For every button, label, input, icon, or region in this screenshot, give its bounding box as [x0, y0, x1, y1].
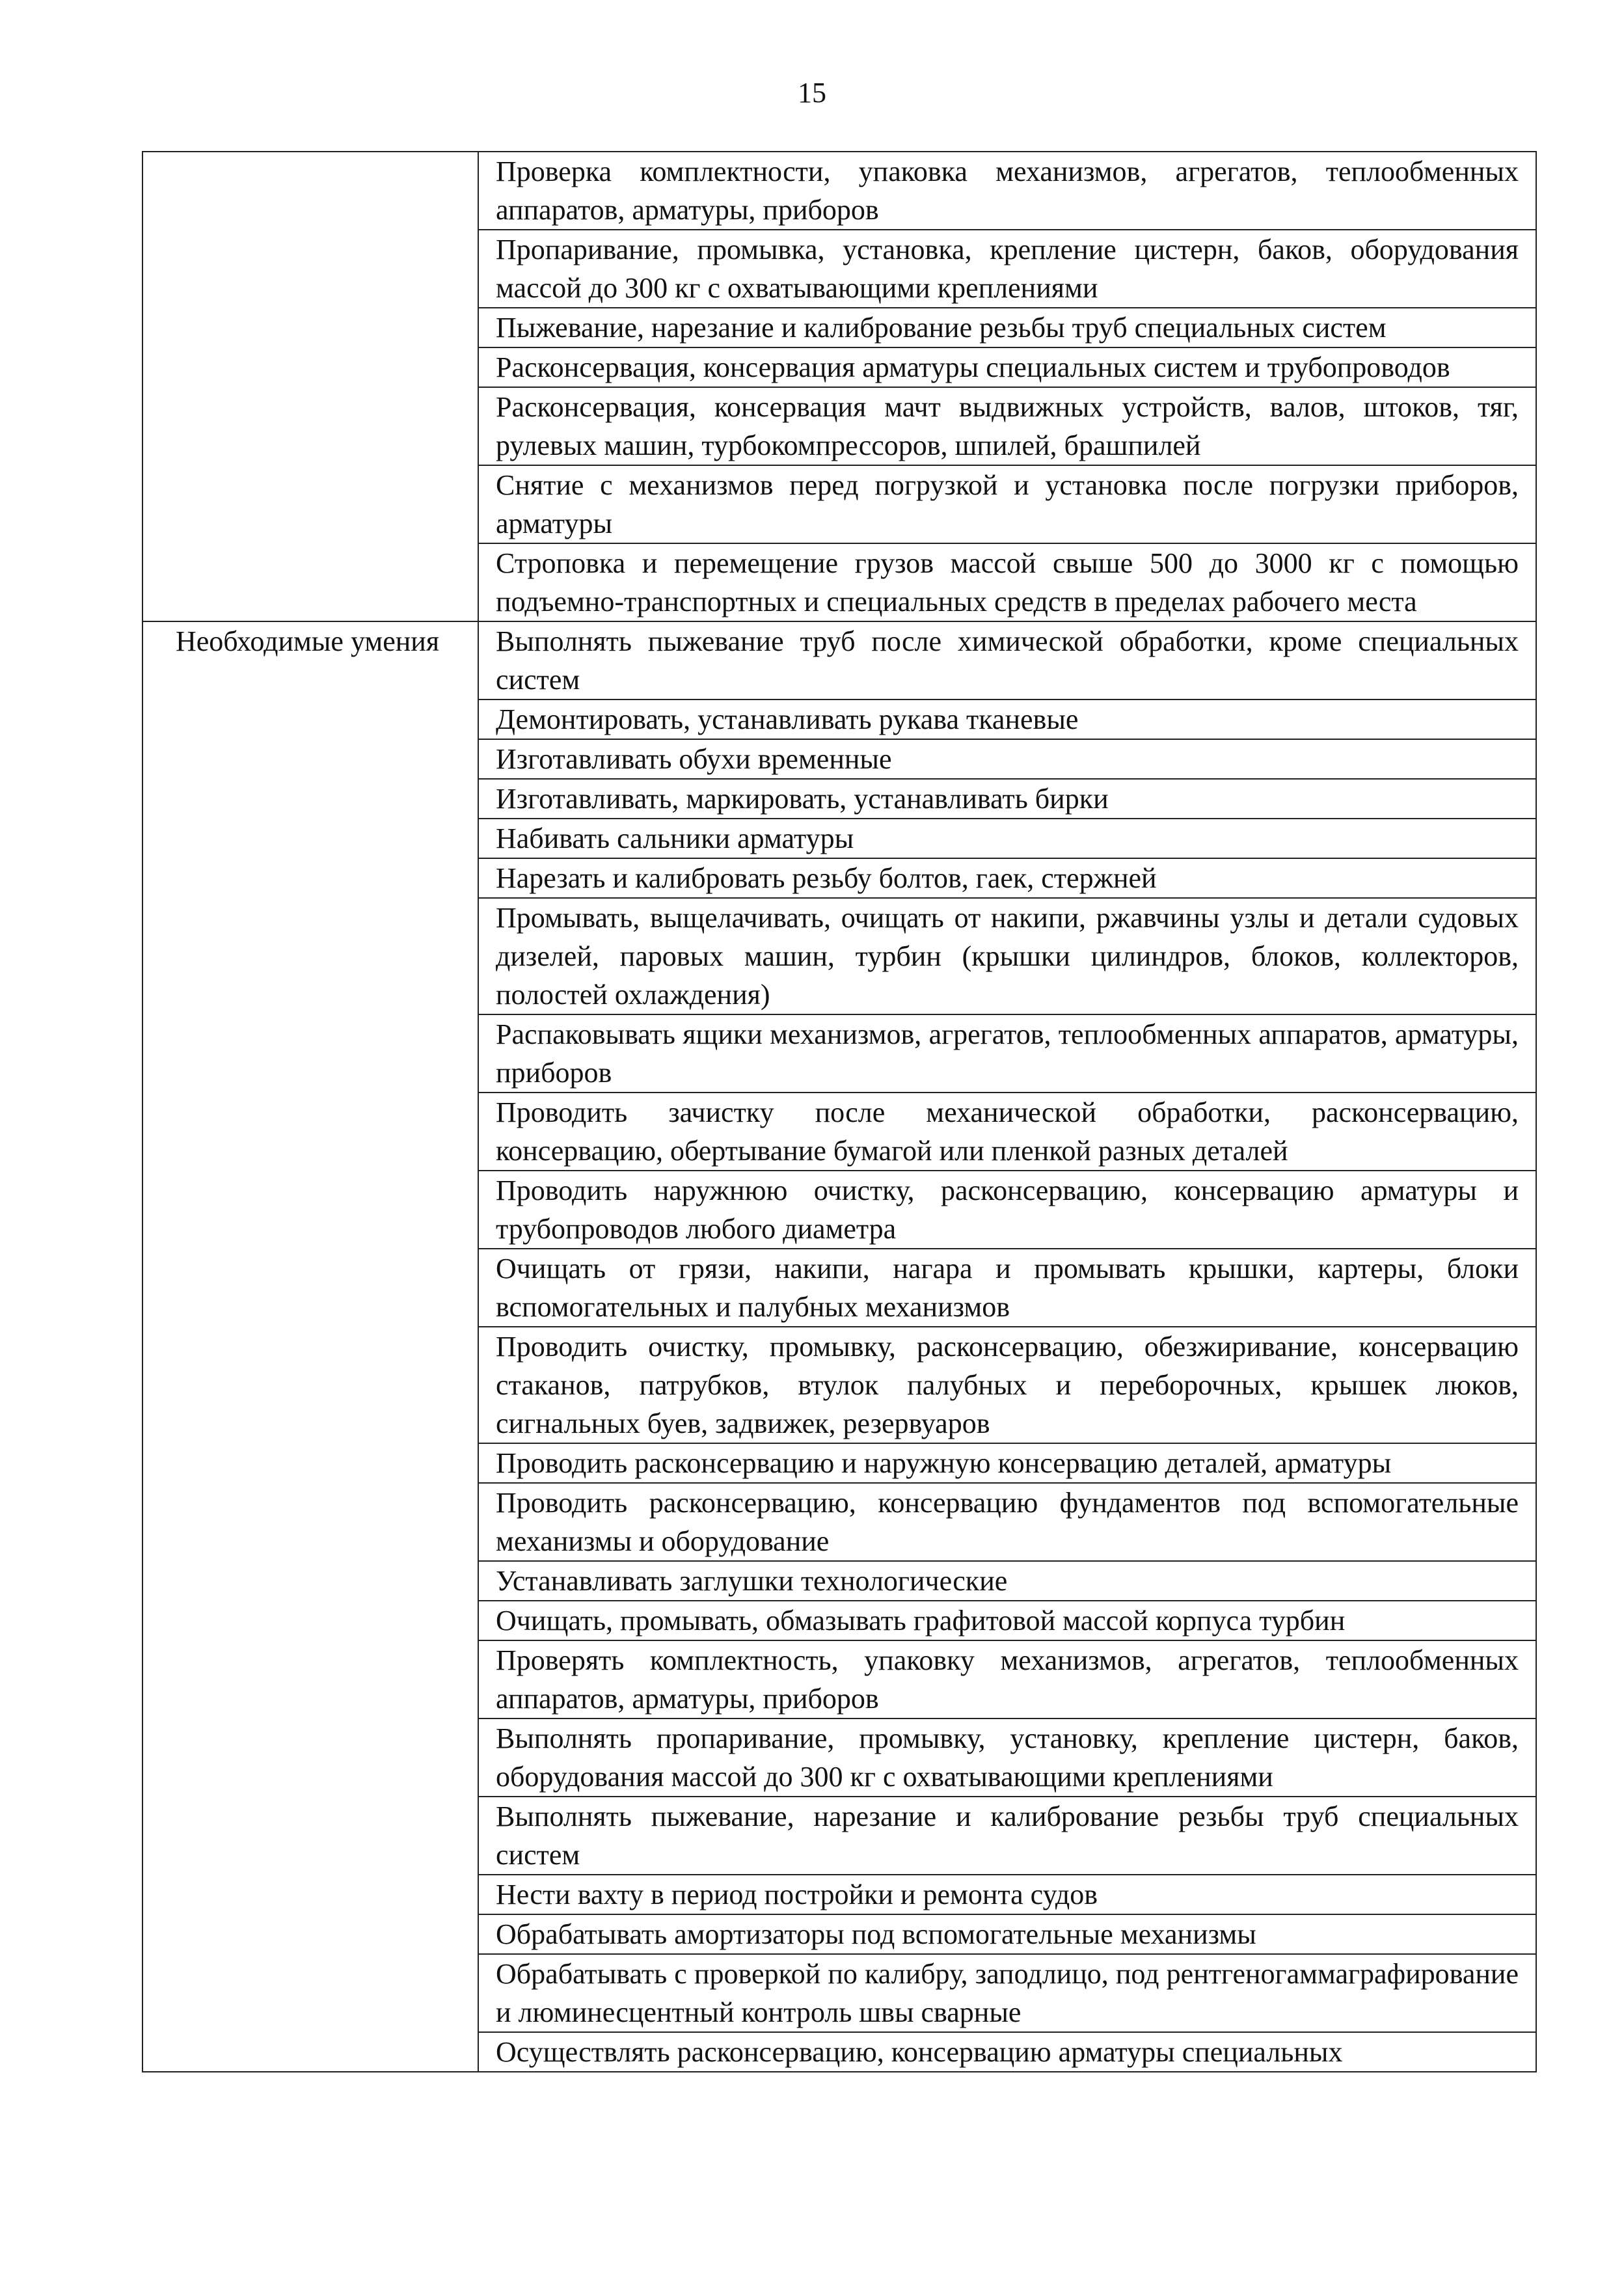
cell-text: Проводить наружнюю очистку, расконсервацию, консервацию арматуры и трубопроводов любого диаметра	[496, 1175, 1519, 1245]
table-cell	[478, 308, 1536, 347]
cell-text: Проводить расконсервацию, консервацию фундаментов под вспомогательные механизмы и оборудование	[496, 1487, 1519, 1557]
table-cell	[478, 739, 1536, 779]
table-cell	[478, 347, 1536, 387]
cell-text: Осуществлять расконсервацию, консервацию арматуры специальных	[496, 2036, 1343, 2068]
cell-text: Обрабатывать амортизаторы под вспомогательные механизмы	[496, 1918, 1256, 1950]
cell-text: Демонтировать, устанавливать рукава тканевые	[496, 703, 1079, 735]
cell-text: Устанавливать заглушки технологические	[496, 1565, 1008, 1597]
cell-text: Выполнять пропаривание, промывку, установку, крепление цистерн, баков, оборудования массой до 300 кг с охватывающими креплениями	[496, 1722, 1519, 1793]
table-cell	[478, 1875, 1536, 1914]
label-cell-empty	[142, 152, 478, 621]
table-row	[142, 621, 1536, 700]
table-cell	[478, 152, 1536, 230]
table-cell	[478, 1561, 1536, 1601]
cell-text: Проверка комплектности, упаковка механизмов, агрегатов, теплообменных аппаратов, арматуры, приборов	[496, 156, 1519, 226]
cell-text: Расконсервация, консервация мачт выдвижных устройств, валов, штоков, тяг, рулевых машин, турбокомпрессоров, шпилей, брашпилей	[496, 391, 1519, 461]
table-cell	[478, 230, 1536, 308]
cell-text: Проводить зачистку после механической обработки, расконсервацию, консервацию, обертывание бумагой или пленкой разных деталей	[496, 1096, 1519, 1167]
table-cell	[478, 621, 1536, 700]
table-cell	[478, 543, 1536, 621]
skills-label: Необходимые умения	[176, 625, 440, 657]
table-cell	[478, 1718, 1536, 1797]
cell-text: Очищать от грязи, накипи, нагара и промывать крышки, картеры, блоки вспомогательных и палубных механизмов	[496, 1253, 1519, 1323]
table-cell	[478, 858, 1536, 898]
table-cell	[478, 1014, 1536, 1093]
page-number: 15	[798, 77, 826, 109]
skills-label-cell	[142, 621, 478, 2072]
cell-text: Строповка и перемещение грузов массой свыше 500 до 3000 кг с помощью подъемно-транспортных и специальных средств в пределах рабочего места	[496, 547, 1519, 618]
cell-text: Набивать сальники арматуры	[496, 822, 854, 854]
cell-text: Изготавливать обухи временные	[496, 743, 892, 775]
table-cell	[478, 1797, 1536, 1875]
cell-text: Снятие с механизмов перед погрузкой и установка после погрузки приборов, арматуры	[496, 469, 1519, 539]
competency-table	[142, 151, 1537, 2072]
cell-text: Проводить очистку, промывку, расконсервацию, обезжиривание, консервацию стаканов, патрубков, втулок палубных и переборочных, крышек люков, сигнальных буев, задвижек, резервуаров	[496, 1331, 1519, 1439]
cell-text: Выполнять пыжевание, нарезание и калибрование резьбы труб специальных систем	[496, 1800, 1519, 1871]
cell-text: Изготавливать, маркировать, устанавливать бирки	[496, 783, 1109, 815]
cell-text: Нести вахту в период постройки и ремонта судов	[496, 1879, 1098, 1910]
table-cell	[478, 898, 1536, 1014]
cell-text: Очищать, промывать, обмазывать графитовой массой корпуса турбин	[496, 1605, 1346, 1637]
table-cell	[478, 1093, 1536, 1171]
cell-text: Выполнять пыжевание труб после химической обработки, кроме специальных систем	[496, 625, 1519, 696]
table-cell	[478, 1249, 1536, 1327]
table-cell	[478, 2032, 1536, 2072]
cell-text: Проводить расконсервацию и наружную консервацию деталей, арматуры	[496, 1447, 1392, 1479]
table-cell	[478, 387, 1536, 465]
table-cell	[478, 1443, 1536, 1483]
table-cell	[478, 1914, 1536, 1954]
table-cell	[478, 1171, 1536, 1249]
cell-text: Нарезать и калибровать резьбу болтов, гаек, стержней	[496, 862, 1157, 894]
table-row	[142, 152, 1536, 230]
table-cell	[478, 779, 1536, 819]
table-cell	[478, 1327, 1536, 1443]
cell-text: Пропаривание, промывка, установка, крепление цистерн, баков, оборудования массой до 300 кг с охватывающими креплениями	[496, 234, 1519, 304]
cell-text: Пыжевание, нарезание и калибрование резьбы труб специальных систем	[496, 312, 1387, 344]
table-cell	[478, 819, 1536, 858]
table-cell	[478, 1601, 1536, 1640]
table-cell	[478, 1640, 1536, 1718]
cell-text: Промывать, выщелачивать, очищать от накипи, ржавчины узлы и детали судовых дизелей, паровых машин, турбин (крышки цилиндров, блоков, коллекторов, полостей охлаждения)	[496, 902, 1519, 1011]
cell-text: Обрабатывать с проверкой по калибру, заподлицо, под рентгеногаммаграфирование и люминесцентный контроль швы сварные	[496, 1958, 1519, 2028]
cell-text: Распаковывать ящики механизмов, агрегатов, теплообменных аппаратов, арматуры, приборов	[496, 1018, 1519, 1089]
cell-text: Расконсервация, консервация арматуры специальных систем и трубопроводов	[496, 351, 1450, 383]
cell-text: Проверять комплектность, упаковку механизмов, агрегатов, теплообменных аппаратов, арматуры, приборов	[496, 1644, 1519, 1715]
table-cell	[478, 700, 1536, 739]
table-cell	[478, 465, 1536, 543]
table-cell	[478, 1483, 1536, 1561]
table-cell	[478, 1954, 1536, 2032]
